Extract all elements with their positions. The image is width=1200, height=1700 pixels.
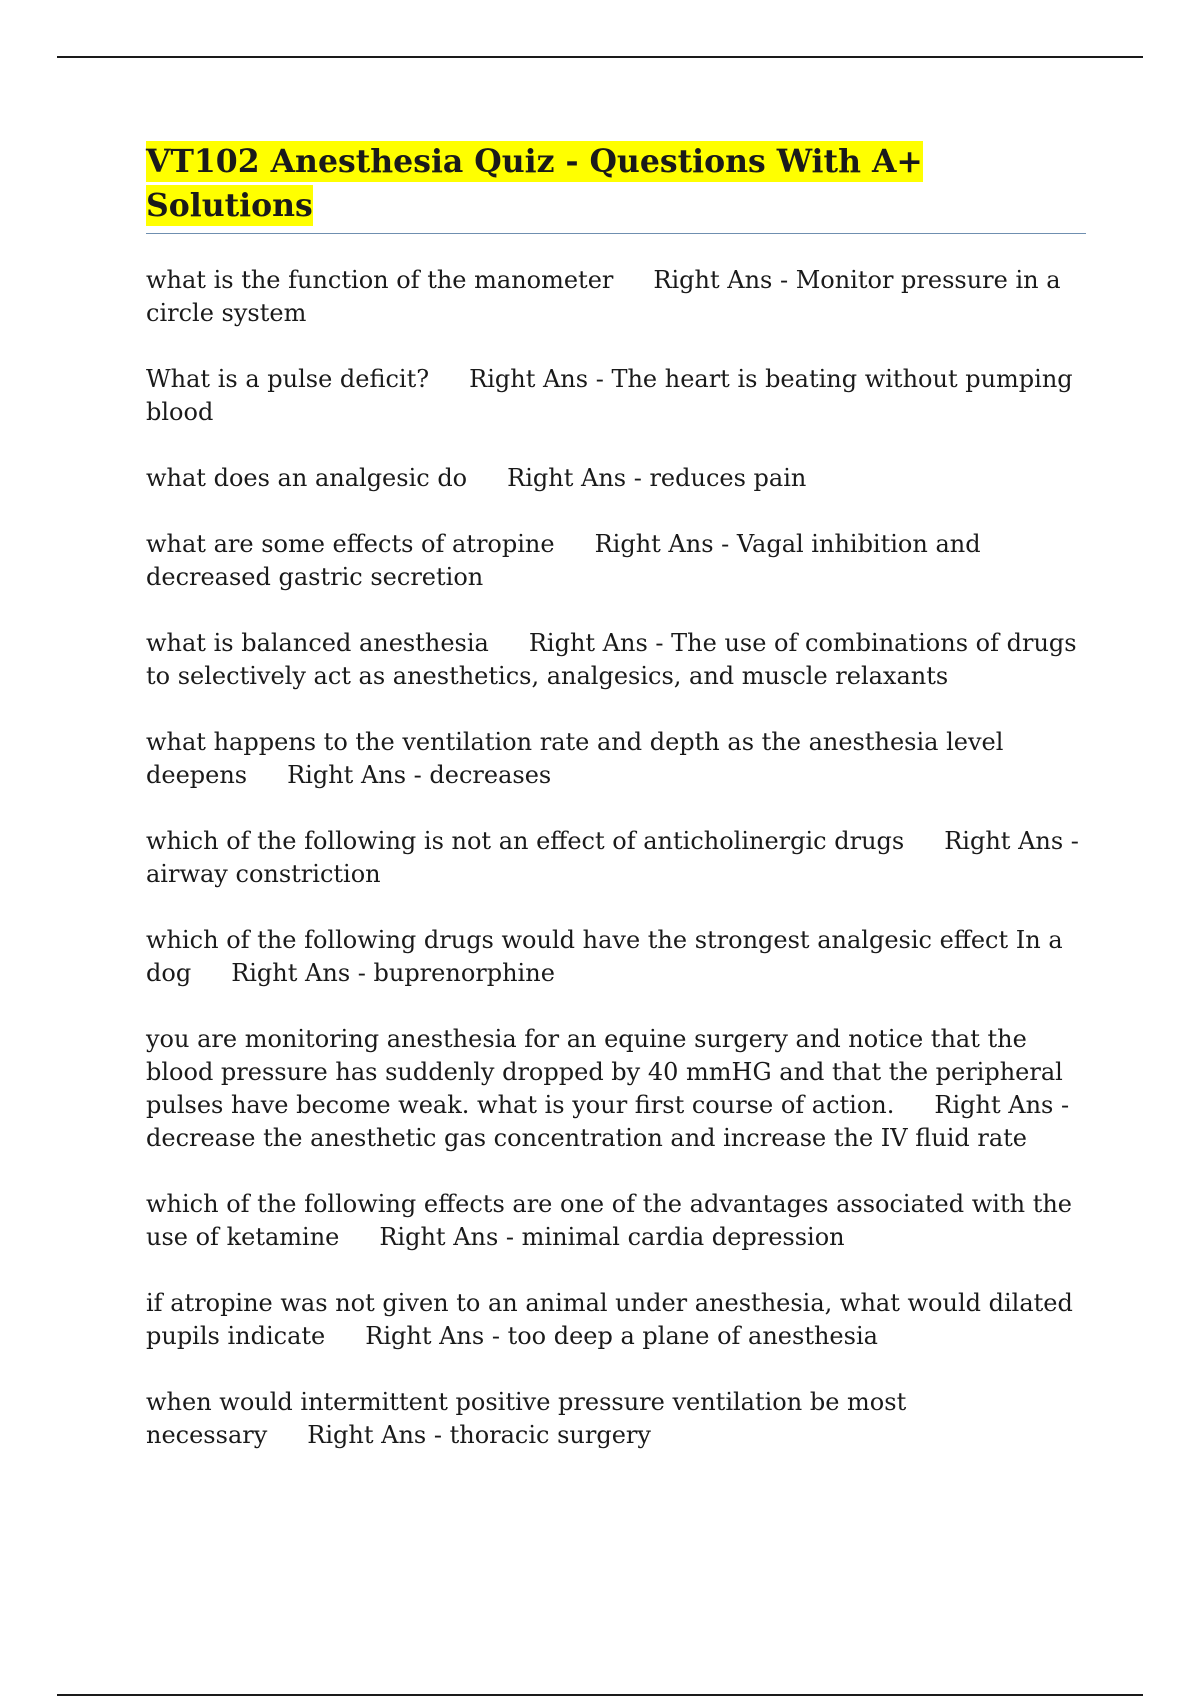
qa-item xyxy=(146,462,1086,495)
answer-text: Right Ans - The heart is beating without pumping blood xyxy=(146,365,1073,426)
answer-text: Right Ans - decreases xyxy=(287,761,552,789)
question-text: you are monitoring anesthesia for an equine surgery and notice that the blood pressure has suddenly dropped by 40 mmHG and that the peripheral pulses have become weak. what is your first course of action. xyxy=(146,1025,1063,1119)
qa-list xyxy=(146,264,1086,1452)
question-text: which of the following drugs would have the strongest analgesic effect In a dog xyxy=(146,926,1063,987)
answer-text: Right Ans - Monitor pressure in a circle system xyxy=(146,266,1061,327)
question-text: what happens to the ventilation rate and depth as the anesthesia level deepens xyxy=(146,728,1004,789)
question-text: when would intermittent positive pressure ventilation be most necessary xyxy=(146,1388,907,1449)
question-text: What is a pulse deficit? xyxy=(146,365,430,393)
answer-text: Right Ans - minimal cardia depression xyxy=(379,1223,845,1251)
qa-item xyxy=(146,528,1086,594)
qa-item xyxy=(146,1287,1086,1353)
qa-item xyxy=(146,1188,1086,1254)
qa-item xyxy=(146,1023,1086,1155)
answer-text: Right Ans - thoracic surgery xyxy=(307,1421,651,1449)
qa-item xyxy=(146,264,1086,330)
question-text: what are some effects of atropine xyxy=(146,530,555,558)
title-block xyxy=(146,140,1086,234)
answer-text: Right Ans - airway constriction xyxy=(146,827,1079,888)
answer-text: Right Ans - reduces pain xyxy=(507,464,807,492)
question-text: which of the following effects are one of the advantages associated with the use of ketamine xyxy=(146,1190,1073,1251)
qa-item xyxy=(146,726,1086,792)
answer-text: Right Ans - The use of combinations of drugs to selectively act as anesthetics, analgesics, and muscle relaxants xyxy=(146,629,1077,690)
question-text: what is the function of the manometer xyxy=(146,266,614,294)
qa-item xyxy=(146,924,1086,990)
qa-item xyxy=(146,627,1086,693)
question-text: what is balanced anesthesia xyxy=(146,629,489,657)
answer-text: Right Ans - too deep a plane of anesthesia xyxy=(365,1322,878,1350)
document-title: VT102 Anesthesia Quiz - Questions With A+ Solutions xyxy=(146,143,923,224)
question-text: which of the following is not an effect of anticholinergic drugs xyxy=(146,827,905,855)
question-text: if atropine was not given to an animal under anesthesia, what would dilated pupils indicate xyxy=(146,1289,1073,1350)
header-rule xyxy=(57,56,1143,58)
question-text: what does an analgesic do xyxy=(146,464,468,492)
answer-text: Right Ans - buprenorphine xyxy=(231,959,555,987)
qa-item xyxy=(146,1386,1086,1452)
answer-text: Right Ans - decrease the anesthetic gas concentration and increase the IV fluid rate xyxy=(146,1091,1070,1152)
footer-rule xyxy=(57,1694,1143,1696)
document-body xyxy=(146,140,1086,1485)
qa-item xyxy=(146,825,1086,891)
qa-item xyxy=(146,363,1086,429)
answer-text: Right Ans - Vagal inhibition and decreased gastric secretion xyxy=(146,530,981,591)
